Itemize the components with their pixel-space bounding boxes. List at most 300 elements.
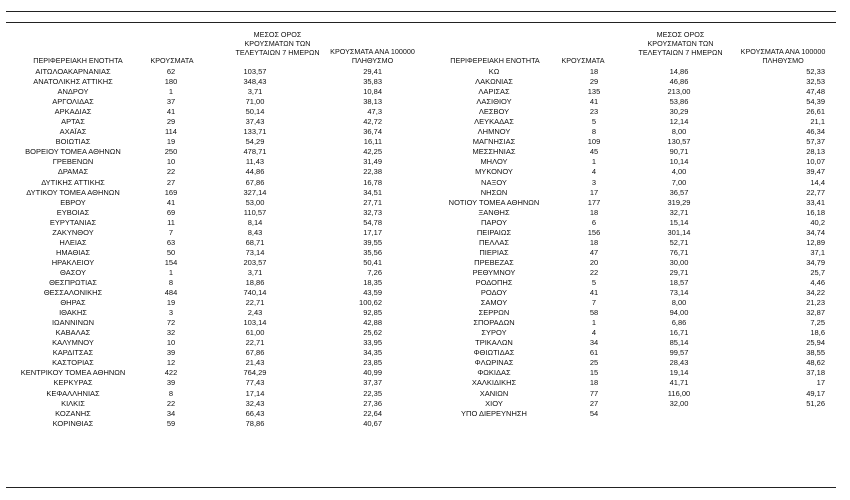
table-row bbox=[8, 188, 382, 198]
table-row bbox=[8, 368, 382, 378]
table-row bbox=[425, 87, 825, 97]
table-row bbox=[425, 238, 825, 248]
cell-per100k: 7,25 bbox=[810, 318, 825, 328]
cell-avg7: 103,14 bbox=[243, 318, 267, 328]
cell-avg7: 32,43 bbox=[245, 398, 265, 408]
cell-area: ΘΕΣΣΑΛΟΝΙΚΗΣ bbox=[43, 288, 103, 298]
left-table-body bbox=[8, 67, 382, 429]
cell-area: ΚΕΡΚΥΡΑΣ bbox=[53, 378, 93, 388]
cell-per100k: 33,95 bbox=[363, 338, 382, 348]
cell-avg7: 68,71 bbox=[245, 237, 265, 247]
cell-avg7: 32,00 bbox=[669, 398, 689, 408]
table-row bbox=[425, 378, 825, 388]
cell-avg7: 301,14 bbox=[667, 227, 691, 237]
table-row bbox=[425, 318, 825, 328]
cell-per100k: 42,72 bbox=[363, 117, 382, 127]
cell-cases: 12 bbox=[166, 358, 176, 368]
cell-cases: 23 bbox=[589, 107, 599, 117]
cell-cases: 47 bbox=[589, 247, 599, 257]
cell-area: ΑΝΔΡΟΥ bbox=[57, 87, 89, 97]
cell-cases: 1 bbox=[168, 267, 174, 277]
cell-cases: 4 bbox=[591, 328, 597, 338]
cell-avg7: 327,14 bbox=[243, 187, 267, 197]
cell-per100k: 21,23 bbox=[806, 298, 825, 308]
cell-avg7: 53,86 bbox=[669, 97, 689, 107]
header-avg7-line1: ΜΕΣΟΣ ΟΡΟΣ bbox=[656, 30, 705, 39]
cell-area: ΦΩΚΙΔΑΣ bbox=[477, 368, 511, 378]
cell-cases: 156 bbox=[587, 227, 601, 237]
cell-avg7: 8,00 bbox=[671, 127, 687, 137]
cell-area: ΜΗΛΟΥ bbox=[480, 157, 508, 167]
cell-area: ΝΑΞΟΥ bbox=[481, 177, 507, 187]
cell-avg7: 66,43 bbox=[245, 408, 265, 418]
cell-cases: 1 bbox=[168, 87, 174, 97]
cell-cases: 50 bbox=[166, 247, 176, 257]
cell-cases: 22 bbox=[589, 267, 599, 277]
cell-per100k: 38,55 bbox=[806, 348, 825, 358]
cell-area: ΠΕΛΛΑΣ bbox=[478, 237, 510, 247]
cell-area: ΛΗΜΝΟΥ bbox=[477, 127, 511, 137]
table-row bbox=[8, 127, 382, 137]
table-row bbox=[8, 178, 382, 188]
right-table bbox=[425, 67, 825, 419]
cell-avg7: 53,00 bbox=[245, 197, 265, 207]
cell-avg7: 133,71 bbox=[243, 127, 267, 137]
cell-per100k: 4,46 bbox=[810, 277, 825, 287]
header-avg7-line1: ΜΕΣΟΣ ΟΡΟΣ bbox=[253, 30, 302, 39]
cell-avg7: 8,14 bbox=[247, 217, 263, 227]
cell-area: ΗΡΑΚΛΕΙΟΥ bbox=[51, 257, 95, 267]
cell-area: ΚΑΒΑΛΑΣ bbox=[55, 328, 91, 338]
cell-cases: 39 bbox=[166, 348, 176, 358]
cell-area: ΘΕΣΠΡΩΤΙΑΣ bbox=[49, 277, 97, 287]
cell-per100k: 25,94 bbox=[806, 338, 825, 348]
cell-avg7: 73,14 bbox=[669, 288, 689, 298]
cell-cases: 29 bbox=[589, 77, 599, 87]
cell-avg7: 77,43 bbox=[245, 378, 265, 388]
cell-avg7: 28,43 bbox=[669, 358, 689, 368]
table-row bbox=[8, 358, 382, 368]
cell-area: ΚΑΣΤΟΡΙΑΣ bbox=[52, 358, 94, 368]
table-row bbox=[8, 258, 382, 268]
right-header-per100k bbox=[728, 48, 838, 66]
table-row bbox=[425, 127, 825, 137]
table-row bbox=[425, 389, 825, 399]
table-row bbox=[8, 419, 382, 429]
cell-area: ΣΕΡΡΩΝ bbox=[478, 308, 510, 318]
table-row bbox=[425, 248, 825, 258]
cell-avg7: 740,14 bbox=[243, 288, 267, 298]
cell-per100k: 40,2 bbox=[810, 217, 825, 227]
cell-area: ΔΥΤΙΚΗΣ ΑΤΤΙΚΗΣ bbox=[41, 177, 105, 187]
cell-per100k: 54,78 bbox=[363, 217, 382, 227]
top-rule bbox=[6, 11, 836, 12]
cell-area: ΘΑΣΟΥ bbox=[60, 267, 86, 277]
cell-avg7: 99,57 bbox=[669, 348, 689, 358]
cell-cases: 58 bbox=[589, 308, 599, 318]
table-row bbox=[8, 147, 382, 157]
cell-area: ΝΟΤΙΟΥ ΤΟΜΕΑ ΑΘΗΝΩΝ bbox=[448, 197, 540, 207]
cell-cases: 41 bbox=[166, 107, 176, 117]
table-row bbox=[8, 67, 382, 77]
cell-cases: 34 bbox=[589, 338, 599, 348]
cell-area: ΑΧΑΪΑΣ bbox=[59, 127, 87, 137]
cell-avg7: 319,29 bbox=[667, 197, 691, 207]
cell-per100k: 52,33 bbox=[806, 67, 825, 76]
cell-avg7: 17,14 bbox=[245, 388, 265, 398]
cell-avg7: 203,57 bbox=[243, 257, 267, 267]
cell-cases: 54 bbox=[589, 408, 599, 418]
table-row bbox=[8, 318, 382, 328]
cell-per100k: 10,84 bbox=[363, 87, 382, 97]
cell-per100k: 32,73 bbox=[363, 207, 382, 217]
cell-cases: 8 bbox=[168, 388, 174, 398]
cell-cases: 34 bbox=[166, 408, 176, 418]
cell-area: ΠΕΙΡΑΙΩΣ bbox=[476, 227, 512, 237]
cell-avg7: 29,71 bbox=[669, 267, 689, 277]
cell-cases: 25 bbox=[589, 358, 599, 368]
cell-per100k: 46,34 bbox=[806, 127, 825, 137]
cell-per100k: 16,11 bbox=[363, 137, 382, 147]
table-row bbox=[8, 338, 382, 348]
cell-area: ΚΑΛΥΜΝΟΥ bbox=[52, 338, 94, 348]
cell-area: ΝΗΣΩΝ bbox=[480, 187, 508, 197]
right-header-area bbox=[425, 57, 565, 66]
cell-area: ΑΡΚΑΔΙΑΣ bbox=[54, 107, 92, 117]
cell-per100k: 17 bbox=[816, 378, 825, 388]
header-rule bbox=[6, 22, 836, 23]
cell-avg7: 3,71 bbox=[247, 267, 263, 277]
cell-avg7: 41,71 bbox=[669, 378, 689, 388]
cell-per100k: 34,51 bbox=[363, 187, 382, 197]
cell-avg7: 764,29 bbox=[243, 368, 267, 378]
cell-avg7: 18,57 bbox=[669, 277, 689, 287]
cell-avg7: 36,57 bbox=[669, 187, 689, 197]
header-cases-label: ΚΡΟΥΣΜΑΤΑ bbox=[150, 56, 194, 65]
cell-cases: 1 bbox=[591, 157, 597, 167]
cell-area: ΚΑΡΔΙΤΣΑΣ bbox=[52, 348, 94, 358]
cell-area: ΜΕΣΣΗΝΙΑΣ bbox=[472, 147, 516, 157]
table-row bbox=[425, 308, 825, 318]
table-row bbox=[8, 208, 382, 218]
cell-avg7: 46,86 bbox=[669, 77, 689, 87]
cell-cases: 6 bbox=[591, 217, 597, 227]
table-row bbox=[8, 278, 382, 288]
table-row bbox=[8, 248, 382, 258]
cell-area: ΛΕΣΒΟΥ bbox=[478, 107, 510, 117]
cell-avg7: 4,00 bbox=[671, 167, 687, 177]
cell-avg7: 73,14 bbox=[245, 247, 265, 257]
table-row bbox=[8, 228, 382, 238]
cell-area: ΡΟΔΟΥ bbox=[480, 288, 508, 298]
cell-cases: 1 bbox=[591, 318, 597, 328]
cell-per100k: 29,41 bbox=[363, 67, 382, 76]
cell-area: ΒΟΙΩΤΙΑΣ bbox=[55, 137, 91, 147]
cell-area: ΕΒΡΟΥ bbox=[60, 197, 86, 207]
cell-per100k: 47,3 bbox=[367, 107, 382, 117]
cell-area: ΣΑΜΟΥ bbox=[480, 298, 508, 308]
cell-area: ΠΙΕΡΙΑΣ bbox=[479, 247, 509, 257]
cell-avg7: 103,57 bbox=[243, 67, 267, 76]
table-row bbox=[8, 348, 382, 358]
header-avg7-line2: ΚΡΟΥΣΜΑΤΩΝ ΤΩΝ bbox=[244, 38, 311, 48]
cell-avg7: 61,00 bbox=[245, 328, 265, 338]
cell-area: ΧΑΝΙΩΝ bbox=[479, 388, 509, 398]
cell-avg7: 8,43 bbox=[247, 227, 263, 237]
cell-area: ΚΕΝΤΡΙΚΟΥ ΤΟΜΕΑ ΑΘΗΝΩΝ bbox=[20, 368, 126, 378]
table-row bbox=[8, 107, 382, 117]
cell-per100k: 22,77 bbox=[806, 187, 825, 197]
table-row bbox=[425, 178, 825, 188]
cell-per100k: 17,17 bbox=[363, 227, 382, 237]
cell-cases: 32 bbox=[166, 328, 176, 338]
cell-area: ΚΙΛΚΙΣ bbox=[61, 398, 85, 408]
header-per100k-line1: ΚΡΟΥΣΜΑΤΑ ΑΝΑ 100000 bbox=[740, 47, 826, 56]
cell-avg7: 22,71 bbox=[245, 338, 265, 348]
table-row bbox=[8, 157, 382, 167]
cell-per100k: 22,35 bbox=[363, 388, 382, 398]
cell-area: ΛΕΥΚΑΔΑΣ bbox=[474, 117, 514, 127]
cell-area: ΗΜΑΘΙΑΣ bbox=[55, 247, 91, 257]
table-row bbox=[425, 258, 825, 268]
cell-avg7: 78,86 bbox=[245, 418, 265, 428]
cell-cases: 18 bbox=[589, 378, 599, 388]
table-row bbox=[425, 107, 825, 117]
cell-per100k: 18,6 bbox=[810, 328, 825, 338]
cell-per100k: 40,67 bbox=[363, 418, 382, 428]
table-row bbox=[425, 278, 825, 288]
right-header-cases bbox=[551, 57, 615, 66]
table-row bbox=[425, 157, 825, 167]
cell-avg7: 130,57 bbox=[667, 137, 691, 147]
table-row bbox=[8, 77, 382, 87]
cell-avg7: 19,14 bbox=[669, 368, 689, 378]
cell-avg7: 37,43 bbox=[245, 117, 265, 127]
header-per100k-line2: ΠΛΗΘΥΣΜΟ bbox=[762, 55, 804, 65]
table-row bbox=[425, 268, 825, 278]
table-row bbox=[8, 87, 382, 97]
table-row bbox=[8, 268, 382, 278]
cell-per100k: 35,56 bbox=[363, 247, 382, 257]
table-row bbox=[425, 298, 825, 308]
cell-avg7: 30,29 bbox=[669, 107, 689, 117]
cell-area: ΓΡΕΒΕΝΩΝ bbox=[52, 157, 94, 167]
table-row bbox=[425, 368, 825, 378]
cell-avg7: 11,43 bbox=[245, 157, 265, 167]
cell-avg7: 85,14 bbox=[669, 338, 689, 348]
cell-area: ΕΥΒΟΙΑΣ bbox=[56, 207, 90, 217]
cell-per100k: 32,53 bbox=[806, 77, 825, 87]
cell-area: ΑΡΤΑΣ bbox=[61, 117, 85, 127]
table-row bbox=[8, 198, 382, 208]
cell-per100k: 42,88 bbox=[363, 318, 382, 328]
cell-per100k: 16,78 bbox=[363, 177, 382, 187]
header-per100k-line1: ΚΡΟΥΣΜΑΤΑ ΑΝΑ 100000 bbox=[330, 47, 415, 56]
cell-avg7: 7,00 bbox=[671, 177, 687, 187]
table-row bbox=[8, 137, 382, 147]
cell-area: ΔΡΑΜΑΣ bbox=[57, 167, 89, 177]
table-row bbox=[8, 238, 382, 248]
cell-avg7: 22,71 bbox=[245, 298, 265, 308]
cell-cases: 77 bbox=[589, 388, 599, 398]
cell-avg7: 52,71 bbox=[669, 237, 689, 247]
cell-avg7: 67,86 bbox=[245, 348, 265, 358]
table-row bbox=[8, 288, 382, 298]
cell-per100k: 50,41 bbox=[363, 257, 382, 267]
cell-per100k: 22,38 bbox=[363, 167, 382, 177]
table-row bbox=[425, 328, 825, 338]
cell-cases: 41 bbox=[589, 97, 599, 107]
cell-avg7: 16,71 bbox=[669, 328, 689, 338]
table-row bbox=[425, 358, 825, 368]
cell-area: ΗΛΕΙΑΣ bbox=[59, 237, 87, 247]
cell-area: ΦΘΙΩΤΙΔΑΣ bbox=[473, 348, 515, 358]
cell-per100k: 26,61 bbox=[806, 107, 825, 117]
cell-per100k: 22,64 bbox=[363, 408, 382, 418]
cell-avg7: 2,43 bbox=[247, 308, 263, 318]
cell-per100k: 34,79 bbox=[806, 257, 825, 267]
cell-per100k: 21,1 bbox=[810, 117, 825, 127]
table-row bbox=[425, 67, 825, 77]
cell-cases: 18 bbox=[589, 237, 599, 247]
table-row bbox=[425, 288, 825, 298]
header-avg7-line3: ΤΕΛΕΥΤΑΙΩΝ 7 ΗΜΕΡΩΝ bbox=[235, 47, 320, 57]
cell-area: ΙΩΑΝΝΙΝΩΝ bbox=[51, 318, 95, 328]
cell-area: ΚΕΦΑΛΛΗΝΙΑΣ bbox=[46, 388, 100, 398]
cell-per100k: 37,1 bbox=[810, 247, 825, 257]
cell-cases: 154 bbox=[164, 257, 178, 267]
right-header-avg7 bbox=[628, 31, 733, 57]
cell-area: ΖΑΚΥΝΘΟΥ bbox=[52, 227, 94, 237]
cell-per100k: 49,17 bbox=[806, 388, 825, 398]
cell-area: ΑΡΓΟΛΙΔΑΣ bbox=[52, 97, 94, 107]
cell-area: ΛΑΡΙΣΑΣ bbox=[478, 87, 510, 97]
cell-per100k: 38,13 bbox=[363, 97, 382, 107]
cell-per100k: 57,37 bbox=[806, 137, 825, 147]
cell-area: ΔΥΤΙΚΟΥ ΤΟΜΕΑ ΑΘΗΝΩΝ bbox=[26, 187, 120, 197]
left-header-area bbox=[8, 57, 148, 66]
cell-area: ΚΩ bbox=[488, 67, 500, 76]
cell-cases: 3 bbox=[591, 177, 597, 187]
cell-area: ΜΑΓΝΗΣΙΑΣ bbox=[472, 137, 516, 147]
cell-avg7: 67,86 bbox=[245, 177, 265, 187]
cell-cases: 22 bbox=[166, 398, 176, 408]
bottom-rule bbox=[6, 487, 836, 488]
cell-cases: 63 bbox=[166, 237, 176, 247]
table-row bbox=[8, 409, 382, 419]
cell-per100k: 40,99 bbox=[363, 368, 382, 378]
table-row bbox=[425, 167, 825, 177]
cell-cases: 45 bbox=[589, 147, 599, 157]
cell-per100k: 28,13 bbox=[806, 147, 825, 157]
cell-per100k: 27,36 bbox=[363, 398, 382, 408]
cell-per100k: 39,47 bbox=[806, 167, 825, 177]
cell-area: ΡΕΘΥΜΝΟΥ bbox=[472, 267, 516, 277]
cell-avg7: 213,00 bbox=[667, 87, 691, 97]
cell-per100k: 47,48 bbox=[806, 87, 825, 97]
cell-per100k: 25,62 bbox=[363, 328, 382, 338]
cell-avg7: 71,00 bbox=[245, 97, 265, 107]
cell-avg7: 12,14 bbox=[669, 117, 689, 127]
cell-per100k: 54,39 bbox=[806, 97, 825, 107]
cell-per100k: 34,35 bbox=[363, 348, 382, 358]
cell-per100k: 33,41 bbox=[806, 197, 825, 207]
cell-area: ΚΟΡΙΝΘΙΑΣ bbox=[52, 418, 94, 428]
cell-cases: 39 bbox=[166, 378, 176, 388]
cell-area: ΛΑΚΩΝΙΑΣ bbox=[475, 77, 513, 87]
cell-avg7: 90,71 bbox=[669, 147, 689, 157]
cell-cases: 10 bbox=[166, 157, 176, 167]
table-row bbox=[425, 208, 825, 218]
table-row bbox=[425, 117, 825, 127]
cell-area: ΦΛΩΡΙΝΑΣ bbox=[474, 358, 514, 368]
cell-cases: 7 bbox=[591, 298, 597, 308]
cell-cases: 37 bbox=[166, 97, 176, 107]
cell-cases: 19 bbox=[166, 298, 176, 308]
cell-area: ΚΟΖΑΝΗΣ bbox=[55, 408, 91, 418]
table-row bbox=[8, 298, 382, 308]
cell-avg7: 21,43 bbox=[245, 358, 265, 368]
cell-avg7: 30,00 bbox=[669, 257, 689, 267]
cell-cases: 177 bbox=[587, 197, 601, 207]
table-row bbox=[425, 188, 825, 198]
header-avg7-line3: ΤΕΛΕΥΤΑΙΩΝ 7 ΗΜΕΡΩΝ bbox=[638, 47, 723, 57]
cell-per100k: 51,26 bbox=[806, 398, 825, 408]
table-row bbox=[425, 97, 825, 107]
table-row bbox=[425, 137, 825, 147]
cell-cases: 11 bbox=[167, 217, 175, 227]
table-row bbox=[425, 147, 825, 157]
table-row bbox=[8, 218, 382, 228]
cell-area: ΠΑΡΟΥ bbox=[480, 217, 507, 227]
cell-cases: 5 bbox=[591, 277, 597, 287]
cell-per100k: 39,55 bbox=[363, 237, 382, 247]
cell-cases: 41 bbox=[589, 288, 599, 298]
table-row bbox=[8, 399, 382, 409]
cell-avg7: 116,00 bbox=[667, 388, 691, 398]
cell-per100k: 34,22 bbox=[806, 288, 825, 298]
table-row bbox=[425, 77, 825, 87]
cell-cases: 27 bbox=[166, 177, 176, 187]
cell-cases: 169 bbox=[164, 187, 178, 197]
cell-cases: 180 bbox=[164, 77, 178, 87]
cell-avg7: 44,86 bbox=[245, 167, 265, 177]
cell-cases: 114 bbox=[165, 127, 177, 137]
cell-cases: 5 bbox=[591, 117, 597, 127]
cell-cases: 72 bbox=[166, 318, 176, 328]
cell-avg7: 18,86 bbox=[245, 277, 265, 287]
table-row bbox=[8, 308, 382, 318]
cell-area: ΠΡΕΒΕΖΑΣ bbox=[474, 257, 514, 267]
cell-area: ΞΑΝΘΗΣ bbox=[478, 207, 510, 217]
cell-avg7: 478,71 bbox=[243, 147, 267, 157]
cell-per100k: 42,25 bbox=[363, 147, 382, 157]
table-row bbox=[8, 328, 382, 338]
right-table-body bbox=[425, 67, 825, 419]
cell-cases: 7 bbox=[168, 227, 174, 237]
cell-cases: 17 bbox=[589, 187, 599, 197]
cell-avg7: 15,14 bbox=[669, 217, 689, 227]
cell-area: ΙΘΑΚΗΣ bbox=[59, 308, 87, 318]
cell-cases: 135 bbox=[587, 87, 601, 97]
table-row bbox=[425, 198, 825, 208]
cell-area: ΧΙΟΥ bbox=[485, 398, 503, 408]
cell-cases: 69 bbox=[166, 207, 176, 217]
cell-per100k: 36,74 bbox=[363, 127, 382, 137]
cell-area: ΡΟΔΟΠΗΣ bbox=[475, 277, 513, 287]
cell-avg7: 50,14 bbox=[245, 107, 265, 117]
cell-per100k: 34,74 bbox=[806, 227, 825, 237]
